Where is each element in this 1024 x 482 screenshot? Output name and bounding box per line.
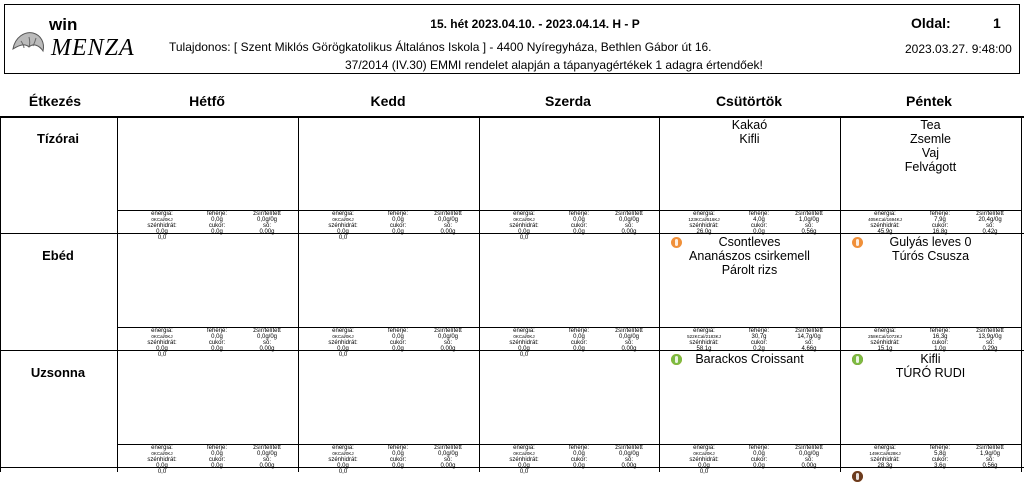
week-range: 15. hét 2023.04.10. - 2023.04.14. H - P [430, 17, 640, 31]
nutrient-block [481, 211, 661, 247]
energy-kcal: 0KCal/0KJ [151, 217, 173, 222]
column-divider [117, 116, 118, 472]
energy-kcal: 0KCal/0KJ [332, 217, 354, 222]
energy-value: 0,0 [338, 235, 348, 241]
sugar-value: 1,0g [934, 346, 946, 352]
sugar-label: cukor: [750, 340, 768, 346]
energy-value: 0,0 [699, 469, 709, 475]
nutrient-block [300, 211, 480, 247]
carb-label: szénhidrát: [328, 223, 358, 229]
print-date: 2023.03.27. 9:48:00 [905, 42, 1012, 56]
sugar-value: 0,2g [753, 346, 765, 352]
column-divider [479, 116, 480, 472]
meal-name: Tízórai [37, 131, 79, 146]
menu-items [659, 118, 840, 146]
logo-menza: MENZA [51, 35, 135, 61]
carb-value: 0,0g [337, 229, 349, 235]
energy-label: energia: [513, 211, 535, 217]
salt-label: só: [262, 340, 271, 346]
salt-value: 0,56g [801, 229, 817, 235]
fat-label: zsír/telített [976, 211, 1004, 217]
fat-label: zsír/telített [615, 328, 643, 334]
protein-value: 5,8g [934, 451, 946, 457]
fat-label: zsír/telített [253, 328, 281, 334]
energy-label: energia: [332, 328, 354, 334]
carb-value: 0,0g [518, 463, 530, 469]
column-header-0: Étkezés [28, 93, 82, 109]
salt-value: 0,00g [259, 463, 275, 469]
salt-value: 0,29g [982, 346, 998, 352]
sugar-label: cukor: [208, 457, 226, 463]
carb-value: 0,0g [156, 346, 168, 352]
winmenza-logo [11, 15, 161, 67]
menu-item: Kakaó [731, 118, 768, 132]
fat-label: zsír/telített [795, 445, 823, 451]
menu-item: Kifli [920, 352, 941, 366]
fat-label: zsír/telített [434, 328, 462, 334]
sugar-value: 0,0g [573, 463, 585, 469]
fat-value: 0,0g/0g [798, 451, 820, 457]
energy-label: energia: [693, 328, 715, 334]
carb-value: 0,0g [518, 229, 530, 235]
protein-label: fehérje: [206, 211, 227, 217]
nutrient-block [481, 445, 661, 481]
salt-label: só: [624, 340, 633, 346]
salt-value: 4,66g [801, 346, 817, 352]
menu-item: Csontleves [718, 235, 781, 249]
energy-label: energia: [332, 211, 354, 217]
menu-item: Gulyás leves 0 [889, 235, 972, 249]
fat-label: zsír/telített [615, 211, 643, 217]
salt-value: 0,00g [440, 229, 456, 235]
sugar-value: 0,0g [211, 229, 223, 235]
salt-value: 0,42g [982, 229, 998, 235]
fat-value: 14,7g/0g [797, 334, 821, 340]
protein-label: fehérje: [387, 211, 408, 217]
fat-value: 0,0g/0g [256, 451, 278, 457]
energy-value: 0,0 [157, 469, 167, 475]
fat-value: 13,9g/0g [978, 334, 1002, 340]
menu-item: Ananászos csirkemell [689, 249, 810, 263]
nutrient-block [842, 445, 1022, 481]
carb-value: 0,0g [698, 463, 710, 469]
energy-kcal: 258KCal/1072KJ [868, 334, 902, 339]
column-header-5: Péntek [906, 93, 952, 109]
fat-label: zsír/telített [253, 211, 281, 217]
energy-kcal: 0KCal/0KJ [151, 334, 173, 339]
protein-label: fehérje: [929, 328, 950, 334]
salt-label: só: [262, 457, 271, 463]
energy-kcal: 522KCal/2183KJ [687, 334, 721, 339]
carb-label: szénhidrát: [509, 457, 539, 463]
protein-label: fehérje: [206, 445, 227, 451]
protein-value: 0,0g [573, 334, 585, 340]
salt-value: 0,00g [621, 229, 637, 235]
menu-item: Vaj [921, 146, 940, 160]
report-header [4, 4, 1020, 74]
logo-win: win [49, 15, 78, 34]
protein-value: 0,0g [392, 334, 404, 340]
sugar-label: cukor: [570, 457, 588, 463]
sugar-label: cukor: [931, 223, 949, 229]
energy-kcal: 0KCal/0KJ [693, 451, 715, 456]
carb-label: szénhidrát: [689, 457, 719, 463]
salt-value: 0,00g [259, 229, 275, 235]
salt-label: só: [443, 457, 452, 463]
energy-label: energia: [151, 211, 173, 217]
column-divider [1021, 116, 1022, 472]
protein-label: fehérje: [929, 445, 950, 451]
nutrient-block [300, 445, 480, 481]
energy-kcal: 405KCal/1694KJ [868, 217, 902, 222]
energy-label: energia: [151, 445, 173, 451]
energy-kcal: 123KCal/516KJ [688, 217, 720, 222]
fat-label: zsír/telített [615, 445, 643, 451]
protein-value: 0,0g [392, 217, 404, 223]
nutrient-block [119, 211, 299, 247]
salt-value: 0,00g [440, 346, 456, 352]
fat-value: 20,4g/0g [978, 217, 1002, 223]
meal-name: Ebéd [42, 248, 74, 263]
protein-value: 4,0g [753, 217, 765, 223]
protein-value: 30,7g [751, 334, 767, 340]
carb-label: szénhidrát: [689, 340, 719, 346]
carb-label: szénhidrát: [328, 340, 358, 346]
protein-value: 0,0g [211, 217, 223, 223]
carb-label: szénhidrát: [870, 223, 900, 229]
sugar-value: 0,0g [573, 229, 585, 235]
salt-value: 0,00g [259, 346, 275, 352]
column-divider [0, 116, 1, 472]
menu-item: Barackos Croissant [695, 352, 804, 366]
sugar-value: 0,0g [211, 463, 223, 469]
sugar-value: 0,0g [211, 346, 223, 352]
sugar-value: 0,0g [392, 463, 404, 469]
fat-label: zsír/telített [976, 328, 1004, 334]
energy-label: energia: [513, 445, 535, 451]
carb-value: 0,0g [156, 229, 168, 235]
salt-label: só: [624, 223, 633, 229]
sugar-label: cukor: [389, 223, 407, 229]
energy-kcal: 0KCal/0KJ [332, 451, 354, 456]
salt-value: 0,00g [801, 463, 817, 469]
menu-item: Túrós Csusza [891, 249, 970, 263]
salt-value: 0,56g [982, 463, 998, 469]
fat-value: 0,0g/0g [618, 217, 640, 223]
salt-value: 0,00g [621, 463, 637, 469]
energy-label: energia: [874, 328, 896, 334]
salt-label: só: [985, 223, 994, 229]
sugar-label: cukor: [931, 457, 949, 463]
energy-kcal: 0KCal/0KJ [513, 334, 535, 339]
carb-value: 45,9g [877, 229, 893, 235]
energy-kcal: 0KCal/0KJ [513, 451, 535, 456]
protein-value: 16,3g [932, 334, 948, 340]
salt-value: 0,00g [621, 346, 637, 352]
salt-label: só: [985, 340, 994, 346]
fat-value: 0,0g/0g [437, 451, 459, 457]
energy-kcal: 0KCal/0KJ [513, 217, 535, 222]
salt-label: só: [804, 340, 813, 346]
fat-value: 0,0g/0g [256, 334, 278, 340]
menu-item: Felvágott [904, 160, 957, 174]
energy-kcal: 0KCal/0KJ [332, 334, 354, 339]
fat-value: 1,0g/0g [798, 217, 820, 223]
protein-value: 0,0g [573, 451, 585, 457]
menu-item: Kifli [739, 132, 760, 146]
energy-label: energia: [693, 445, 715, 451]
salt-label: só: [985, 457, 994, 463]
energy-value: 0,0 [519, 469, 529, 475]
carb-label: szénhidrát: [147, 457, 177, 463]
nutrient-block [119, 445, 299, 481]
protein-label: fehérje: [568, 328, 589, 334]
carb-label: szénhidrát: [147, 223, 177, 229]
protein-value: 0,0g [753, 451, 765, 457]
energy-label: energia: [513, 328, 535, 334]
carb-label: szénhidrát: [147, 340, 177, 346]
protein-value: 7,9g [934, 217, 946, 223]
fat-label: zsír/telített [434, 211, 462, 217]
protein-label: fehérje: [568, 211, 589, 217]
fat-label: zsír/telített [253, 445, 281, 451]
page-label: Oldal: [911, 15, 951, 31]
regulation-note: 37/2014 (IV.30) EMMI rendelet alapján a tápanyagértékek 1 adagra értendőek! [345, 58, 763, 72]
column-divider [298, 116, 299, 472]
croissant-icon [11, 29, 47, 55]
column-header-4: Csütörtök [715, 93, 783, 109]
nut-icon [852, 471, 863, 482]
sugar-label: cukor: [570, 223, 588, 229]
fat-value: 0,0g/0g [256, 217, 278, 223]
protein-label: fehérje: [748, 445, 769, 451]
menu-item: Tea [920, 118, 941, 132]
fat-label: zsír/telített [434, 445, 462, 451]
protein-value: 0,0g [211, 334, 223, 340]
menu-item: TÚRÓ RUDI [895, 366, 966, 380]
sugar-label: cukor: [931, 340, 949, 346]
carb-value: 26,0g [696, 229, 712, 235]
carb-value: 0,0g [337, 346, 349, 352]
carb-value: 28,3g [877, 463, 893, 469]
sugar-value: 0,0g [392, 229, 404, 235]
energy-label: energia: [693, 211, 715, 217]
salt-label: só: [624, 457, 633, 463]
energy-label: energia: [332, 445, 354, 451]
menu-items [840, 352, 1021, 380]
fat-label: zsír/telített [795, 211, 823, 217]
sugar-label: cukor: [750, 223, 768, 229]
protein-value: 0,0g [573, 217, 585, 223]
sugar-label: cukor: [208, 340, 226, 346]
sugar-label: cukor: [208, 223, 226, 229]
menu-table [0, 90, 1024, 475]
energy-label: energia: [874, 445, 896, 451]
sugar-value: 3,6g [934, 463, 946, 469]
sugar-label: cukor: [570, 340, 588, 346]
menu-item: Zsemle [910, 132, 951, 146]
sugar-value: 0,0g [753, 229, 765, 235]
menu-items [840, 235, 1021, 263]
energy-label: energia: [874, 211, 896, 217]
page-number: 1 [993, 15, 1001, 31]
menu-items [840, 118, 1021, 174]
menu-item: Párolt rizs [721, 263, 778, 277]
fat-value: 0,0g/0g [618, 451, 640, 457]
sugar-value: 0,0g [392, 346, 404, 352]
carb-value: 0,0g [156, 463, 168, 469]
nutrient-block [119, 328, 299, 364]
protein-label: fehérje: [387, 445, 408, 451]
carb-label: szénhidrát: [870, 457, 900, 463]
column-header-3: Szerda [545, 93, 591, 109]
energy-value: 0,0 [519, 352, 529, 358]
energy-label: energia: [151, 328, 173, 334]
energy-value: 0,0 [519, 235, 529, 241]
menu-items [659, 352, 840, 366]
protein-label: fehérje: [387, 328, 408, 334]
energy-kcal: 149KCal/628KJ [869, 451, 901, 456]
fat-label: zsír/telített [795, 328, 823, 334]
energy-value: 0,0 [338, 352, 348, 358]
protein-label: fehérje: [748, 211, 769, 217]
salt-label: só: [443, 340, 452, 346]
column-header-2: Kedd [370, 93, 406, 109]
energy-kcal: 0KCal/0KJ [151, 451, 173, 456]
carb-value: 0,0g [518, 346, 530, 352]
sugar-label: cukor: [389, 457, 407, 463]
carb-value: 15,1g [877, 346, 893, 352]
carb-label: szénhidrát: [509, 340, 539, 346]
sugar-value: 16,8g [932, 229, 948, 235]
fat-value: 0,0g/0g [437, 334, 459, 340]
column-header-1: Hétfő [189, 93, 225, 109]
energy-value: 0,0 [157, 352, 167, 358]
sugar-value: 0,0g [753, 463, 765, 469]
protein-value: 0,0g [211, 451, 223, 457]
sugar-label: cukor: [750, 457, 768, 463]
carb-label: szénhidrát: [689, 223, 719, 229]
salt-label: só: [262, 223, 271, 229]
salt-label: só: [804, 223, 813, 229]
menu-items [659, 235, 840, 277]
protein-label: fehérje: [568, 445, 589, 451]
nutrient-block [661, 445, 841, 481]
nutrient-block [300, 328, 480, 364]
fat-label: zsír/telített [976, 445, 1004, 451]
fat-value: 0,0g/0g [437, 217, 459, 223]
protein-label: fehérje: [206, 328, 227, 334]
column-divider [659, 116, 660, 472]
energy-value: 0,0 [338, 469, 348, 475]
carb-label: szénhidrát: [509, 223, 539, 229]
salt-label: só: [804, 457, 813, 463]
fat-value: 0,0g/0g [618, 334, 640, 340]
owner-line: Tulajdonos: [ Szent Miklós Görögkatolikus Általános Iskola ] - 4400 Nyíregyháza, Bethlen Gábor út 16. [169, 40, 712, 54]
carb-label: szénhidrát: [328, 457, 358, 463]
meal-name: Uzsonna [30, 365, 86, 380]
protein-value: 0,0g [392, 451, 404, 457]
energy-value: 0,0 [157, 235, 167, 241]
sugar-value: 0,0g [573, 346, 585, 352]
protein-label: fehérje: [748, 328, 769, 334]
nutrient-block [481, 328, 661, 364]
salt-value: 0,00g [440, 463, 456, 469]
salt-label: só: [443, 223, 452, 229]
protein-label: fehérje: [929, 211, 950, 217]
carb-value: 58,1g [696, 346, 712, 352]
carb-label: szénhidrát: [870, 340, 900, 346]
fat-value: 1,9g/0g [979, 451, 1001, 457]
sugar-label: cukor: [389, 340, 407, 346]
carb-value: 0,0g [337, 463, 349, 469]
